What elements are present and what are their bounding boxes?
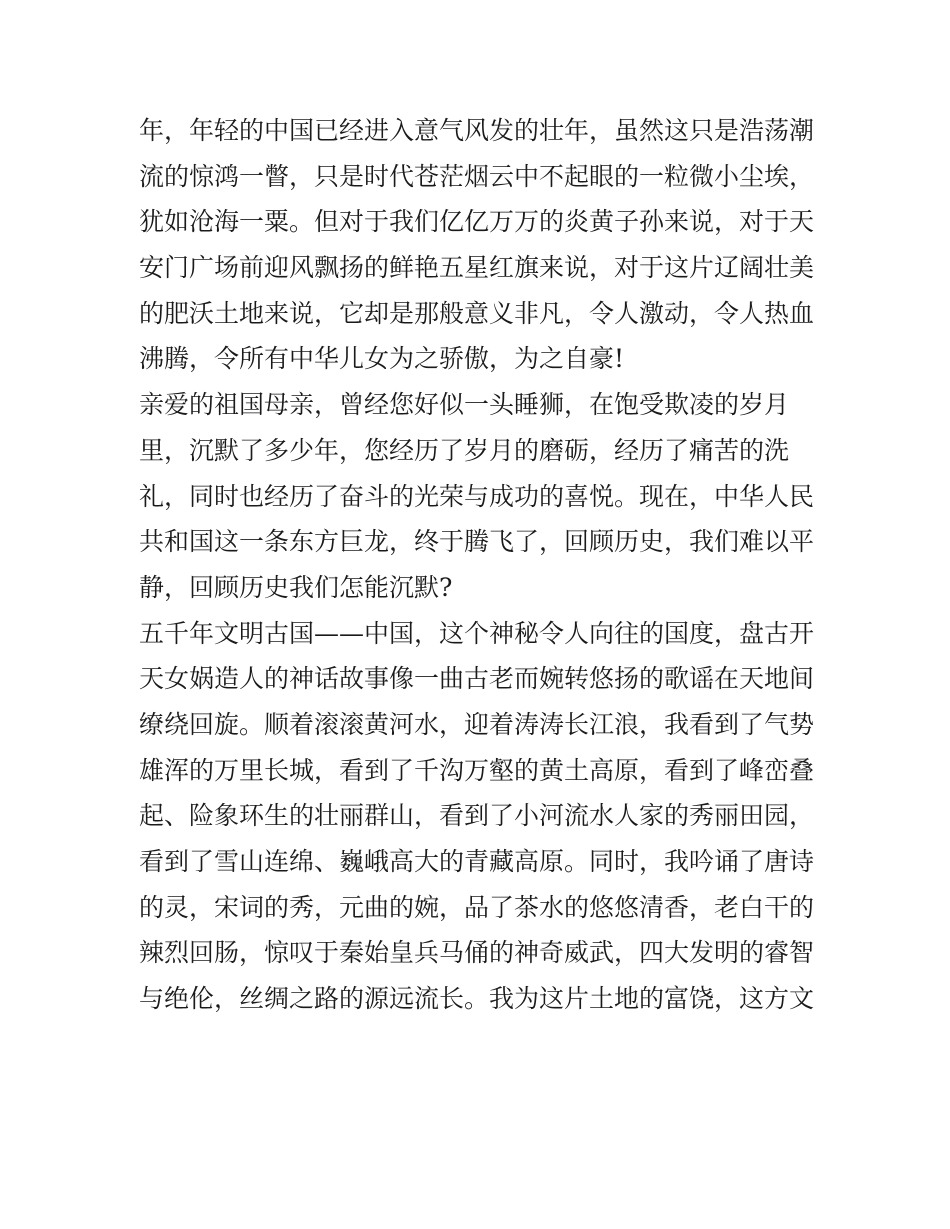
body-text xyxy=(139,108,829,1022)
text-line: 礼，同时也经历了奋斗的光荣与成功的喜悦。现在，中华人民 xyxy=(139,481,815,511)
text-line: 缭绕回旋。顺着滚滚黄河水，迎着涛涛长江浪，我看到了气势 xyxy=(139,709,815,739)
text-line: 沸腾，令所有中华儿女为之骄傲，为之自豪! xyxy=(139,344,625,374)
text-line: 看到了雪山连绵、巍峨高大的青藏高原。同时，我吟诵了唐诗 xyxy=(139,847,815,876)
text-line: 起、险象环生的壮丽群山，看到了小河流水人家的秀丽田园， xyxy=(139,801,815,831)
text-line: 辣烈回肠，惊叹于秦始皇兵马俑的神奇威武，四大发明的睿智 xyxy=(139,938,815,968)
text-line: 的灵，宋词的秀，元曲的婉，品了茶水的悠悠清香，老白干的 xyxy=(139,892,815,922)
text-line: 天女娲造人的神话故事像一曲古老而婉转悠扬的歌谣在天地间 xyxy=(139,664,815,694)
text-line: 安门广场前迎风飘扬的鲜艳五星红旗来说，对于这片辽阔壮美 xyxy=(139,253,815,283)
text-line: 共和国这一条东方巨龙，终于腾飞了，回顾历史，我们难以平 xyxy=(139,527,815,557)
text-line: 五千年文明古国——中国，这个神秘令人向往的国度，盘古开 xyxy=(139,618,815,648)
text-line: 静，回顾历史我们怎能沉默? xyxy=(139,572,453,602)
text-line: 里，沉默了多少年，您经历了岁月的磨砺，经历了痛苦的洗 xyxy=(139,435,790,465)
text-line: 年，年轻的中国已经进入意气风发的壮年，虽然这只是浩荡潮 xyxy=(139,116,815,145)
text-line: 与绝伦，丝绸之路的源远流长。我为这片土地的富饶，这方文 xyxy=(139,984,815,1014)
text-line: 犹如沧海一粟。但对于我们亿亿万万的炎黄子孙来说，对于天 xyxy=(139,207,815,237)
text-line: 亲爱的祖国母亲，曾经您好似一头睡狮，在饱受欺凌的岁月 xyxy=(139,390,790,420)
text-line: 雄浑的万里长城，看到了千沟万壑的黄土高原，看到了峰峦叠 xyxy=(139,755,815,785)
text-line: 流的惊鸿一瞥，只是时代苍茫烟云中不起眼的一粒微小尘埃， xyxy=(139,161,815,191)
text-line: 的肥沃土地来说，它却是那般意义非凡，令人激动，令人热血 xyxy=(139,298,815,328)
